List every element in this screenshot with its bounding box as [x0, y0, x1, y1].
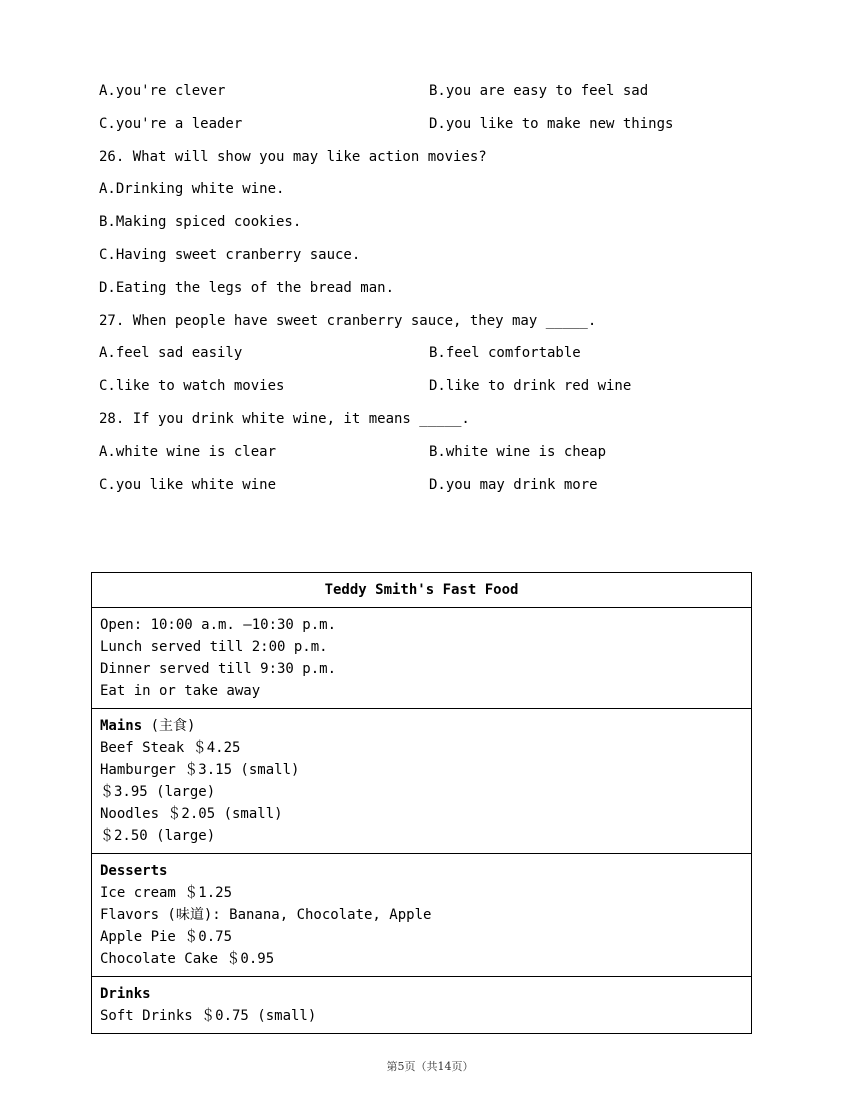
q27-option-a: A.feel sad easily — [99, 345, 243, 361]
menu-info-cell — [92, 608, 752, 709]
q28-option-c: C.you like white wine — [99, 477, 277, 493]
q27-option-c: C.like to watch movies — [99, 378, 285, 394]
menu-drinks-cell — [92, 977, 752, 1034]
page-footer: 第5页（共14页） — [386, 1060, 474, 1073]
menu-item: Chocolate Cake ＄0.95 — [100, 951, 275, 967]
q25-option-a: A.you're clever — [99, 83, 226, 99]
menu-item: Apple Pie ＄0.75 — [100, 929, 233, 945]
menu-info-line: Eat in or take away — [100, 683, 261, 699]
menu-item: Soft Drinks ＄0.75 (small) — [100, 1008, 317, 1024]
mains-heading-line — [100, 715, 743, 737]
q26-option-d: D.Eating the legs of the bread man. — [99, 280, 395, 296]
q26-option-c: C.Having sweet cranberry sauce. — [99, 247, 361, 263]
menu-title: Teddy Smith's Fast Food — [92, 573, 752, 608]
q28-stem: 28. If you drink white wine, it means _____. — [99, 411, 470, 427]
menu-desserts-row — [92, 854, 752, 977]
menu-info-line: Dinner served till 9:30 p.m. — [100, 661, 337, 677]
q28-option-a: A.white wine is clear — [99, 444, 277, 460]
q28-option-b: B.white wine is cheap — [429, 444, 607, 460]
q28-option-d: D.you may drink more — [429, 477, 598, 493]
q27-option-b: B.feel comfortable — [429, 345, 581, 361]
q25-option-b: B.you are easy to feel sad — [429, 83, 649, 99]
mains-heading-note: (主食) — [142, 718, 196, 734]
menu-title-row — [92, 573, 752, 608]
q26-option-a: A.Drinking white wine. — [99, 181, 285, 197]
q25-option-c: C.you're a leader — [99, 116, 243, 132]
menu-item: Beef Steak ＄4.25 — [100, 740, 241, 756]
menu-item: Flavors (味道): Banana, Chocolate, Apple — [100, 907, 432, 923]
q26-stem: 26. What will show you may like action movies? — [99, 149, 487, 165]
q25-option-d: D.you like to make new things — [429, 116, 674, 132]
menu-item: Noodles ＄2.05 (small) — [100, 806, 283, 822]
menu-drinks-row — [92, 977, 752, 1034]
menu-mains-row — [92, 709, 752, 854]
menu-desserts-cell — [92, 854, 752, 977]
menu-info-row — [92, 608, 752, 709]
desserts-heading: Desserts — [100, 863, 168, 879]
menu-item: ＄2.50 (large) — [100, 828, 216, 844]
menu-info-line: Lunch served till 2:00 p.m. — [100, 639, 328, 655]
menu-info-line: Open: 10:00 a.m. —10:30 p.m. — [100, 617, 337, 633]
drinks-heading: Drinks — [100, 986, 151, 1002]
menu-item: ＄3.95 (large) — [100, 784, 216, 800]
menu-item: Ice cream ＄1.25 — [100, 885, 233, 901]
mains-heading: Mains — [100, 718, 143, 734]
menu-item: Hamburger ＄3.15 (small) — [100, 762, 300, 778]
menu-table — [91, 572, 752, 1034]
menu-mains-cell — [92, 709, 752, 854]
q26-option-b: B.Making spiced cookies. — [99, 214, 302, 230]
q27-stem: 27. When people have sweet cranberry sauce, they may _____. — [99, 313, 597, 329]
q27-option-d: D.like to drink red wine — [429, 378, 632, 394]
